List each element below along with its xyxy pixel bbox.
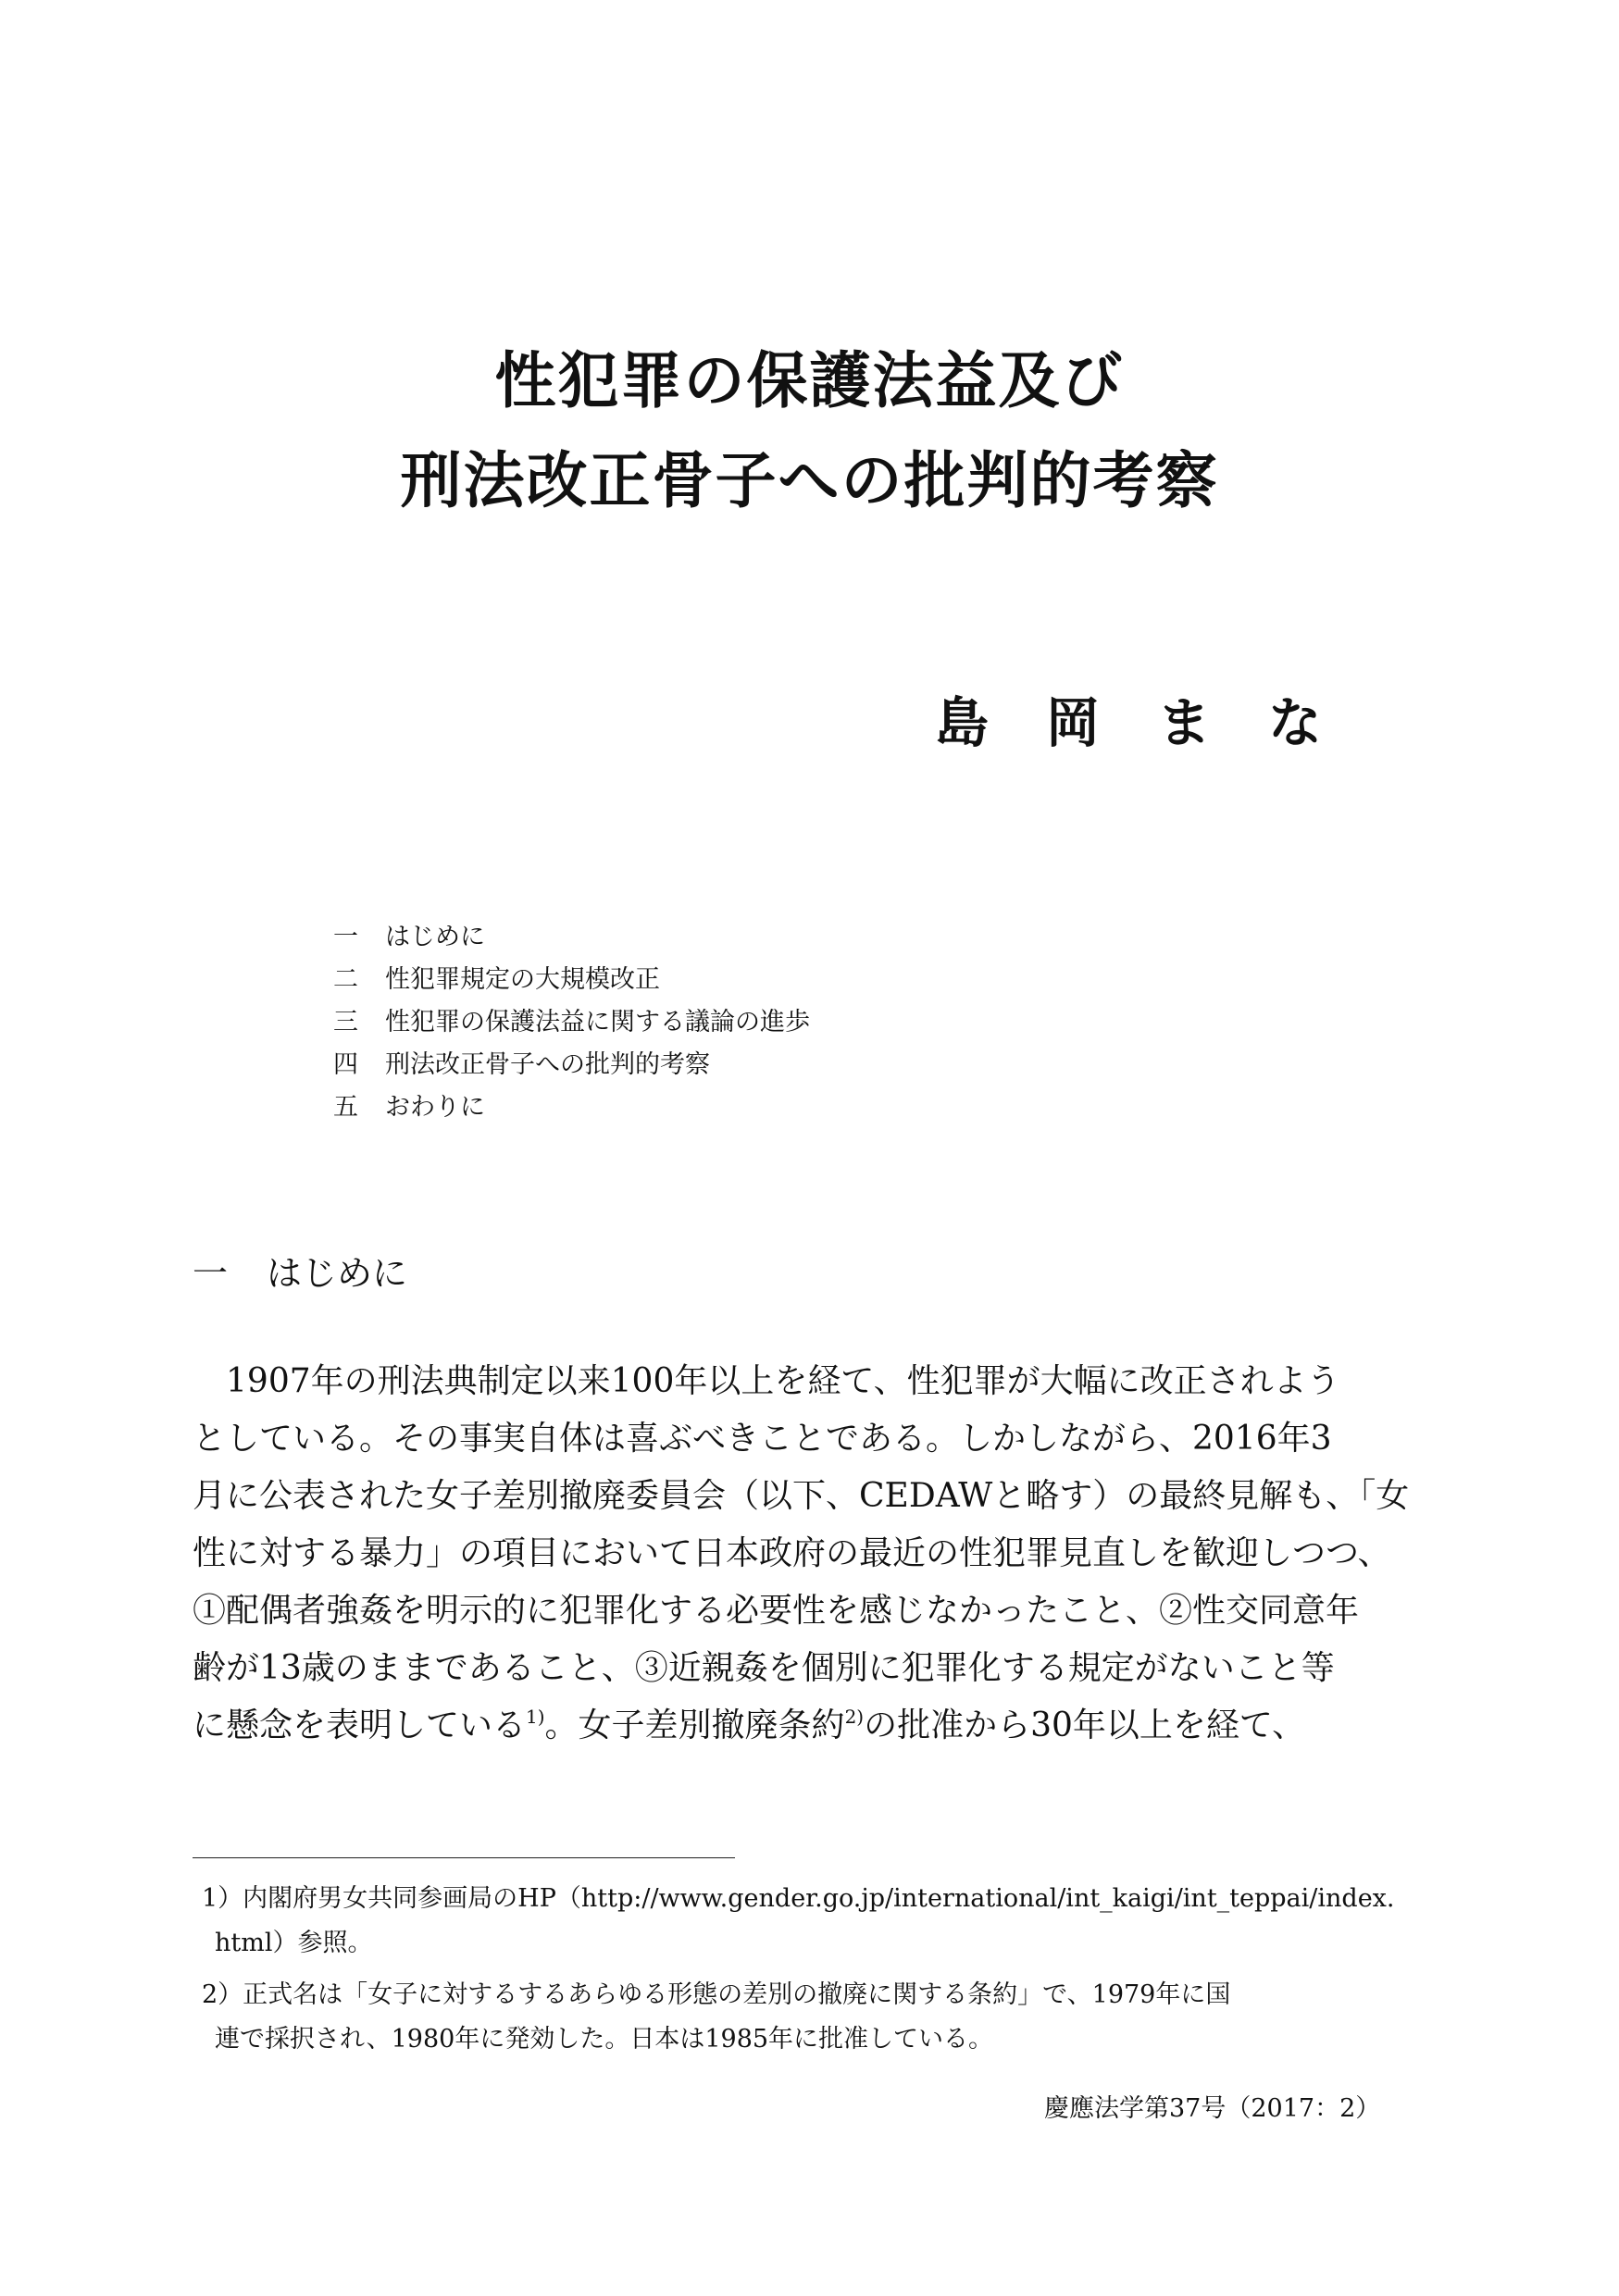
body-line: 月に公表された女子差別撤廃委員会（以下、CEDAWと略す）の最終見解も、「女 (193, 1477, 1410, 1515)
author-name: 島岡まな (935, 691, 1380, 754)
footnotes (202, 1877, 1442, 2062)
footnote-1 (202, 1877, 1442, 1966)
toc-label: 性犯罪規定の大規模改正 (385, 965, 660, 994)
footnote-2 (202, 1973, 1442, 2062)
toc-item (333, 1086, 810, 1129)
toc-number: 三 (333, 1008, 358, 1036)
body-line: 性に対する暴力」の項目において日本政府の最近の性犯罪見直しを歓迎しつつ、 (193, 1534, 1391, 1572)
body-line: 齢が13歳のままであること、③近親姦を個別に犯罪化する規定がないこと等 (193, 1649, 1335, 1687)
section-number: 一 (193, 1253, 229, 1294)
toc-item (333, 916, 810, 959)
title-line-1: 性犯罪の保護法益及び (494, 344, 1125, 416)
toc-number: 二 (333, 965, 358, 994)
body-line: ①配偶者強姦を明示的に犯罪化する必要性を感じなかったこと、②性交同意年 (193, 1592, 1360, 1630)
toc-label: はじめに (385, 923, 485, 951)
footnote-line: 2）正式名は「女子に対するするあらゆる形態の差別の撤廃に関する条約」で、1979年に国 (202, 1980, 1231, 2009)
footnote-line: 連で採択され、1980年に発効した。日本は1985年に批准している。 (215, 2025, 994, 2054)
body-paragraph (193, 1353, 1433, 1755)
toc-label: 性犯罪の保護法益に関する議論の進歩 (385, 1008, 810, 1036)
toc-item (333, 959, 810, 1001)
footnote-line: 1）内閣府男女共同参画局のHP（http://www.gender.go.jp/international/int_kaigi/int_teppai/index. (202, 1884, 1395, 1913)
toc-label: おわりに (385, 1093, 485, 1122)
footnote-divider (193, 1857, 735, 1858)
toc-number: 五 (333, 1093, 358, 1122)
toc-number: 一 (333, 923, 358, 951)
toc-number: 四 (333, 1050, 358, 1079)
footnote-line: html）参照。 (215, 1929, 373, 1957)
toc-item (333, 1001, 810, 1044)
toc-label: 刑法改正骨子への批判的考察 (385, 1050, 710, 1079)
journal-citation: 慶應法学第37号（2017：2） (1044, 2094, 1381, 2123)
table-of-contents (333, 916, 810, 1129)
body-line: 1907年の刑法典制定以来100年以上を経て、性犯罪が大幅に改正されよう (226, 1362, 1340, 1400)
body-line: としている。その事実自体は喜ぶべきことである。しかしながら、2016年3 (193, 1420, 1332, 1458)
section-heading (193, 1253, 408, 1294)
footnote-ref-2[interactable]: 2) (844, 1706, 865, 1728)
title-line-2: 刑法改正骨子への批判的考察 (400, 444, 1219, 516)
body-line: に懸念を表明している$^{1)}$。女子差別撤廃条約$^{2)}$の批准から30年以上を経て、 (193, 1706, 1306, 1744)
toc-item (333, 1044, 810, 1086)
section-title: はじめに (267, 1253, 408, 1294)
footnote-ref-1[interactable]: 1) (526, 1706, 545, 1728)
